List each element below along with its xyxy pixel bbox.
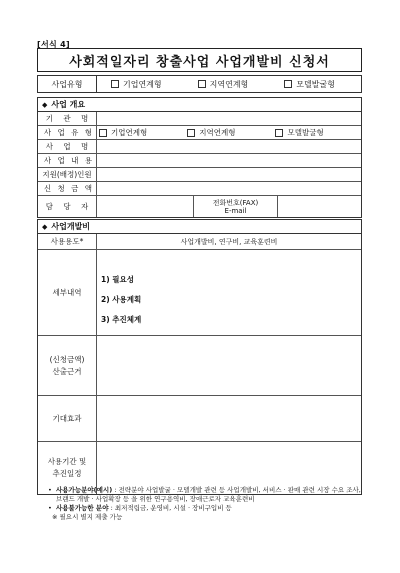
devfund-heading	[38, 220, 361, 234]
detail-field[interactable]	[97, 250, 361, 335]
checkbox[interactable]	[284, 80, 292, 88]
option-label: 모델발굴형	[287, 128, 324, 137]
project-content-label: 사 업 내 용	[38, 154, 97, 167]
manager-field[interactable]	[97, 196, 193, 217]
note-disallowed-title: 사용불가능한 분야	[56, 504, 109, 512]
checkbox[interactable]	[99, 129, 107, 137]
project-type-label: 사업유형	[38, 76, 97, 92]
type-option-region[interactable]	[187, 127, 235, 138]
manager-label: 담 당 자	[38, 196, 97, 217]
option-label: 기업연계형	[123, 79, 162, 89]
diamond-icon: ◆	[42, 222, 48, 231]
devfund-section	[37, 219, 362, 495]
project-type-option-company[interactable]	[111, 79, 162, 90]
project-name-label: 사 업 명	[38, 140, 97, 153]
bullet: •	[48, 486, 52, 494]
phone-label: 전화번호(FAX)	[212, 198, 259, 207]
detail-item-system: 3) 추진체계	[101, 315, 142, 324]
detail-label: 세부내역	[38, 250, 97, 335]
project-name-field[interactable]	[97, 140, 361, 153]
devfund-heading-text: 사업개발비	[51, 222, 91, 231]
diamond-icon: ◆	[42, 100, 48, 109]
basis-field[interactable]	[97, 336, 361, 395]
type-label: 사 업 유 형	[38, 126, 97, 139]
checkbox[interactable]	[275, 129, 283, 137]
option-label: 모델발굴형	[296, 79, 335, 89]
type-option-company[interactable]	[99, 127, 147, 138]
detail-item-need: 1) 필요성	[101, 275, 134, 284]
form-number-label: [서식 4]	[37, 40, 70, 49]
note-disallowed-text: : 최저적립금, 운영비, 시설 · 장비구입비 등	[108, 504, 232, 512]
effect-row	[38, 396, 361, 442]
project-content-row	[38, 154, 361, 168]
period-label-line2: 추진일정	[52, 469, 82, 478]
project-type-row	[37, 75, 362, 93]
option-label: 지역연계형	[209, 79, 249, 89]
notes	[48, 486, 368, 522]
option-label: 기업연계형	[111, 128, 148, 137]
note-footnote-text: ※ 필요시 별지 제출 가능	[52, 513, 123, 521]
contact-label	[193, 196, 278, 217]
staff-field[interactable]	[97, 168, 361, 181]
staff-label: 지원(배정)인원	[38, 168, 97, 181]
amount-row	[38, 182, 361, 196]
detail-row	[38, 250, 361, 336]
type-option-model[interactable]	[275, 127, 323, 138]
email-label: E-mail	[224, 206, 247, 215]
type-field	[97, 126, 361, 139]
overview-heading	[38, 98, 361, 112]
period-label-line1: 사용기간 및	[47, 457, 87, 466]
org-row	[38, 112, 361, 126]
manager-row	[38, 196, 361, 217]
basis-row	[38, 336, 361, 396]
amount-label: 신 청 금 액	[38, 182, 97, 195]
basis-label	[38, 336, 97, 395]
checkbox[interactable]	[111, 80, 119, 88]
form-title: 사회적일자리 창출사업 사업개발비 신청서	[37, 48, 362, 72]
usage-row	[38, 234, 361, 250]
note-allowed-title: 사용가능분야(예시)	[56, 486, 113, 494]
project-name-row	[38, 140, 361, 154]
staff-row	[38, 168, 361, 182]
project-type-option-region[interactable]	[198, 79, 249, 90]
usage-value: 사업개발비, 연구비, 교육훈련비	[180, 237, 278, 246]
note-disallowed	[48, 504, 368, 513]
org-label: 기 관 명	[38, 112, 97, 125]
amount-field[interactable]	[97, 182, 361, 195]
basis-label-line2: 산출근거	[52, 366, 82, 376]
note-allowed	[48, 486, 368, 504]
contact-field[interactable]	[278, 196, 361, 217]
note-allowed-text: : 전략분야 사업발굴 · 모델개발 관련 등 사업개발비, 서비스 · 판매 관련 시장 수요 조사, 브랜드 개발 · 사업확장 등 을 위한 연구용역비, 장애근로자 교육훈련비	[56, 486, 361, 503]
bullet: •	[48, 504, 52, 512]
checkbox[interactable]	[198, 80, 206, 88]
basis-label-line1: (신청금액)	[49, 354, 85, 364]
detail-item-plan: 2) 사용계획	[101, 295, 142, 304]
note-footnote	[48, 513, 368, 522]
usage-label: 사용용도*	[38, 234, 97, 249]
effect-field[interactable]	[97, 396, 361, 441]
checkbox[interactable]	[187, 129, 195, 137]
effect-label: 기대효과	[38, 396, 97, 441]
type-row	[38, 126, 361, 140]
option-label: 지역연계형	[199, 128, 236, 137]
overview-section	[37, 97, 362, 218]
org-field[interactable]	[97, 112, 361, 125]
project-content-field[interactable]	[97, 154, 361, 167]
project-type-option-model[interactable]	[284, 79, 335, 90]
overview-heading-text: 사업 개요	[51, 100, 86, 109]
